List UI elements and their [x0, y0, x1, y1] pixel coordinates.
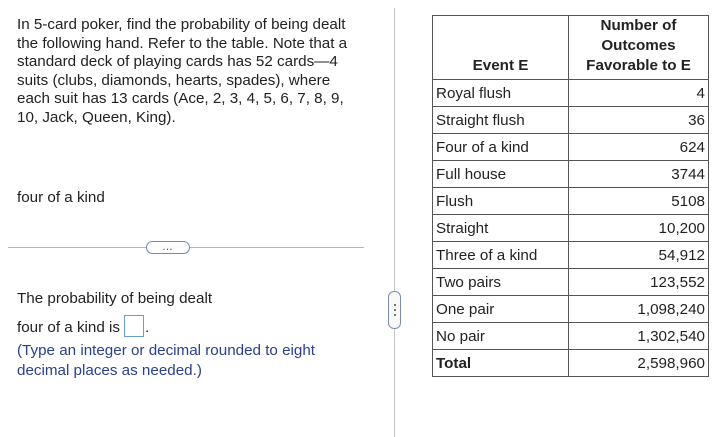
answer-prompt-suffix: .	[145, 319, 150, 336]
event-cell: Straight flush	[433, 107, 569, 134]
table-row	[433, 188, 709, 215]
event-cell: Straight	[433, 215, 569, 242]
event-cell: No pair	[433, 323, 569, 350]
header-event: Event E	[433, 16, 569, 80]
table-row	[433, 134, 709, 161]
event-cell: Flush	[433, 188, 569, 215]
count-cell: 4	[569, 80, 709, 107]
answer-input[interactable]	[124, 315, 144, 337]
panel-divider	[394, 8, 395, 437]
event-cell: Royal flush	[433, 80, 569, 107]
event-cell: Two pairs	[433, 269, 569, 296]
table-header-row	[433, 16, 709, 80]
table-row	[433, 242, 709, 269]
table-row	[433, 107, 709, 134]
vertical-ellipsis-icon	[394, 304, 396, 306]
event-cell: Three of a kind	[433, 242, 569, 269]
answer-hint: (Type an integer or decimal rounded to eight decimal places as needed.)	[17, 342, 316, 379]
expand-button[interactable]	[146, 241, 190, 254]
table-row	[433, 269, 709, 296]
event-cell: One pair	[433, 296, 569, 323]
table-total-row	[433, 350, 709, 377]
count-cell: 3744	[569, 161, 709, 188]
total-label: Total	[433, 350, 569, 377]
question-text: In 5-card poker, find the probability of being dealt the following hand. Refer to the table. Note that a standard deck of playing cards has 52 cards—4 suits (clubs, diamonds, hearts, spades), where each suit has 13 cards (Ace, 2, 3, 4, 5, 6, 7, 8, 9, 10, Jack, Queen, King).	[17, 16, 348, 126]
horizontal-ellipsis-icon: …	[162, 241, 174, 253]
table-row	[433, 80, 709, 107]
vertical-ellipsis-dot	[394, 314, 396, 316]
total-count: 2,598,960	[569, 350, 709, 377]
poker-outcomes-table	[432, 15, 709, 377]
count-cell: 36	[569, 107, 709, 134]
answer-prompt-line2	[17, 315, 149, 337]
event-cell: Full house	[433, 161, 569, 188]
count-cell: 5108	[569, 188, 709, 215]
count-cell: 10,200	[569, 215, 709, 242]
vertical-ellipsis-dot	[394, 309, 396, 311]
header-count: Number of Outcomes Favorable to E	[569, 16, 709, 80]
table-row	[433, 296, 709, 323]
table-row	[433, 161, 709, 188]
panel-resize-handle[interactable]	[388, 291, 401, 329]
answer-prompt-line1: The probability of being dealt	[17, 290, 213, 307]
event-cell: Four of a kind	[433, 134, 569, 161]
table-row	[433, 215, 709, 242]
hand-name: four of a kind	[17, 189, 105, 206]
count-cell: 54,912	[569, 242, 709, 269]
count-cell: 1,098,240	[569, 296, 709, 323]
count-cell: 1,302,540	[569, 323, 709, 350]
count-cell: 624	[569, 134, 709, 161]
count-cell: 123,552	[569, 269, 709, 296]
answer-prompt-prefix: four of a kind is	[17, 319, 120, 336]
table-row	[433, 323, 709, 350]
